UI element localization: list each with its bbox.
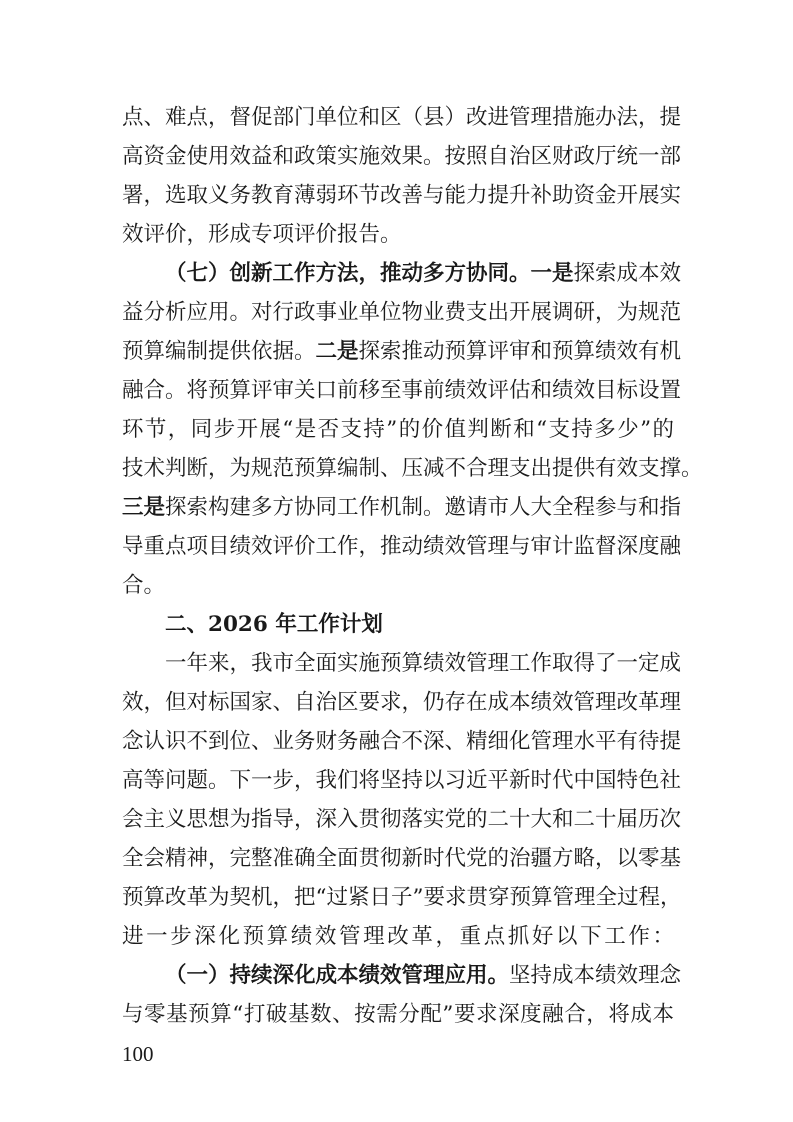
paragraph-line: 全会精神，完整准确全面贯彻新时代党的治疆方略，以零基 bbox=[122, 846, 682, 871]
paragraph-line: （七）创新工作方法，推动多方协同。一是探索成本效 bbox=[165, 261, 682, 286]
paragraph-line: 高等问题。下一步，我们将坚持以习近平新时代中国特色社 bbox=[122, 768, 682, 793]
paragraph-line: （一）持续深化成本绩效管理应用。坚持成本绩效理念 bbox=[165, 963, 682, 988]
paragraph-line: 效，但对标国家、自治区要求，仍存在成本绩效管理改革理 bbox=[122, 690, 682, 715]
paragraph-line: 点、难点，督促部门单位和区（县）改进管理措施办法，提 bbox=[122, 105, 682, 130]
paragraph-line: 技术判断，为规范预算编制、压减不合理支出提供有效支撑。 bbox=[122, 456, 703, 481]
paragraph-line: 合。 bbox=[122, 573, 166, 598]
paragraph-line: 一年来，我市全面实施预算绩效管理工作取得了一定成 bbox=[165, 651, 682, 676]
paragraph-line: 益分析应用。对行政事业单位物业费支出开展调研，为规范 bbox=[122, 300, 682, 325]
paragraph-line: 念认识不到位、业务财务融合不深、精细化管理水平有待提 bbox=[122, 729, 682, 754]
paragraph-line: 署，选取义务教育薄弱环节改善与能力提升补助资金开展实 bbox=[122, 183, 682, 208]
paragraph-line: 会主义思想为指导，深入贯彻落实党的二十大和二十届历次 bbox=[122, 807, 682, 832]
section-heading: 二、2026 年工作计划 bbox=[165, 612, 383, 637]
paragraph-line: 预算改革为契机，把“过紧日子”要求贯穿预算管理全过程， bbox=[122, 885, 682, 910]
page-number: 100 bbox=[122, 1042, 154, 1066]
paragraph-line: 导重点项目绩效评价工作，推动绩效管理与审计监督深度融 bbox=[122, 534, 682, 559]
paragraph-line: 效评价，形成专项评价报告。 bbox=[122, 222, 402, 247]
paragraph-line: 环节，同步开展“是否支持”的价值判断和“支持多少”的 bbox=[122, 417, 674, 442]
paragraph-line: 进一步深化预算绩效管理改革，重点抓好以下工作： bbox=[122, 924, 674, 949]
paragraph-line: 融合。将预算评审关口前移至事前绩效评估和绩效目标设置 bbox=[122, 378, 682, 403]
paragraph-line: 预算编制提供依据。二是探索推动预算评审和预算绩效有机 bbox=[122, 339, 682, 364]
paragraph-line: 高资金使用效益和政策实施效果。按照自治区财政厅统一部 bbox=[122, 144, 682, 169]
paragraph-line: 三是探索构建多方协同工作机制。邀请市人大全程参与和指 bbox=[122, 495, 682, 520]
paragraph-line: 与零基预算“打破基数、按需分配”要求深度融合，将成本 bbox=[122, 1002, 674, 1027]
